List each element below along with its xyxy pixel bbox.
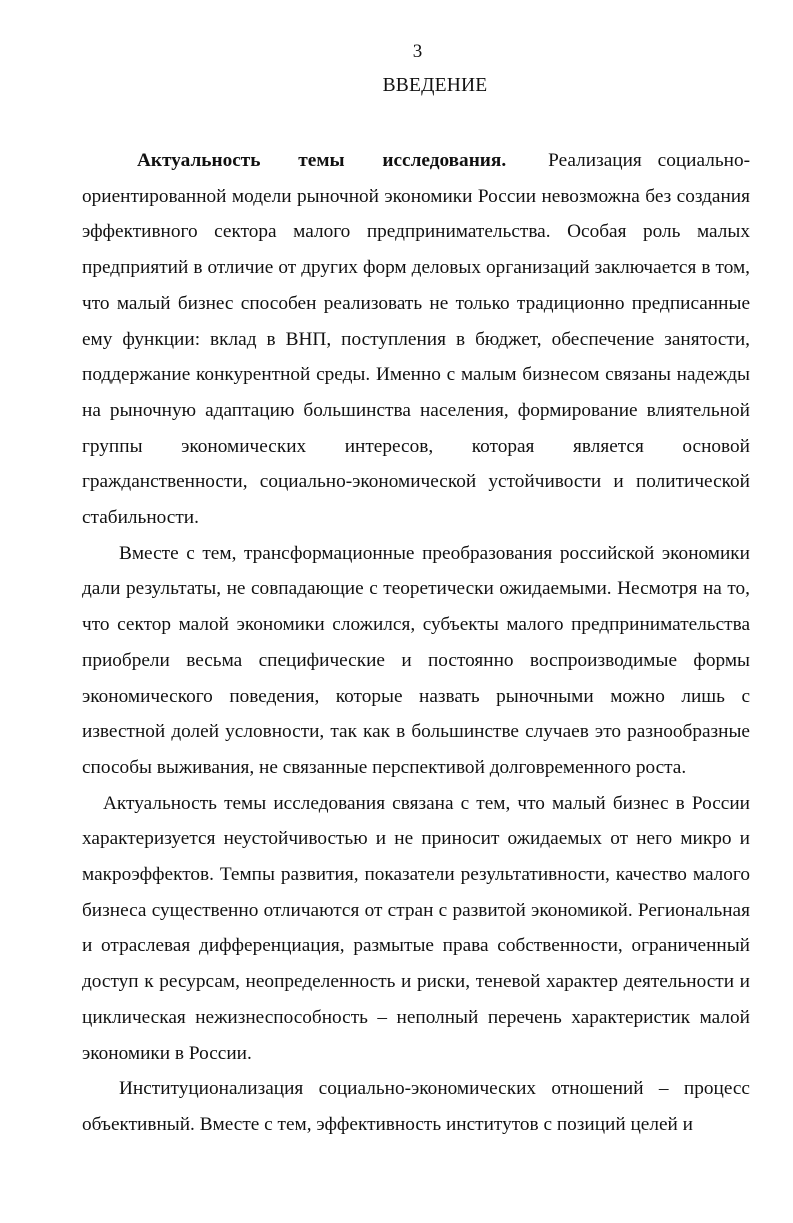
body-text [82,143,750,1143]
paragraph: Актуальность темы исследования связана с тем, что малый бизнес в России характеризуется неустойчивостью и не приносит ожидаемых от него микро и макроэффектов. Темпы развития, показатели результативности, качество малого бизнеса существенно отличаются от стран с развитой экономикой. Региональная и отраслевая дифференциация, размытые права собственности, ограниченный доступ к ресурсам, неопределенность и риски, теневой характер деятельности и циклическая нежизнеспособность – неполный перечень характеристик малой экономики в России. [82,792,750,1064]
paragraph: Институционализация социально-экономических отношений – процесс объективный. Вместе с тем, эффективность институтов с позиций целей и [82,1078,750,1135]
paragraph-text: Реализация социально-ориентированной модели рыночной экономики России невозможна без создания эффективного сектора малого предпринимательства. Особая роль малых предприятий в отличие от других форм деловых организаций заключается в том, что малый бизнес способен реализовать не только традиционно предписанные ему функции: вклад в ВНП, поступления в бюджет, обеспечение занятости, поддержание конкурентной среды. Именно с малым бизнесом связаны надежды на рыночную адаптацию большинства населения, формирование влиятельной группы экономических интересов, которая является основой гражданственности, социально-экономической устойчивости и политической стабильности. [82,150,751,529]
paragraph [82,143,750,536]
page-number: 3 [412,41,423,62]
paragraph: Вместе с тем, трансформационные преобразования российской экономики дали результаты, не совпадающие с теоретически ожидаемыми. Несмотря на то, что сектор малой экономики сложился, субъекты малого предпринимательства приобрели весьма специфические и постоянно воспроизводимые формы экономического поведения, которые назвать рыночными можно лишь с известной долей условности, так как в большинстве случаев это разнообразные способы выживания, не связанные перспективой долговременного роста. [82,542,750,778]
paragraph-lead: Актуальность темы исследования. [137,150,507,171]
section-heading: ВВЕДЕНИЕ [382,75,488,96]
